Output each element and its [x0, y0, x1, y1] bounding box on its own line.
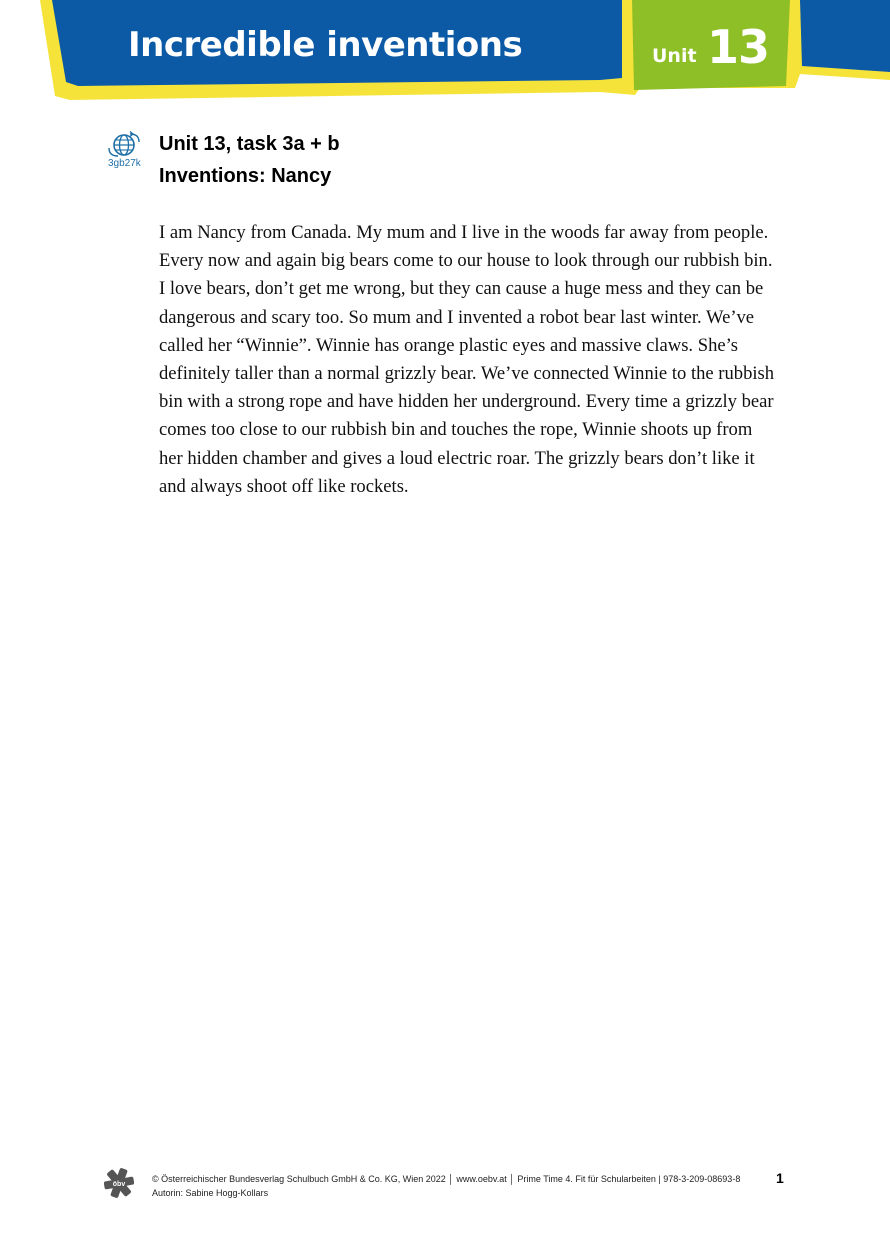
task-heading [159, 128, 340, 192]
body-line: called her “Winnie”. Winnie has orange plastic eyes and massive claws. She’s [159, 334, 739, 356]
oebv-logo [104, 1168, 134, 1198]
body-paragraph [159, 219, 799, 501]
body-line: I love bears, don’t get me wrong, but they can cause a huge mess and they can be [159, 278, 764, 300]
body-line: her hidden chamber and gives a loud electric roar. The grizzly bears don’t like it [159, 447, 755, 469]
body-line: dangerous and scary too. So mum and I invented a robot bear last winter. We’ve [159, 306, 755, 328]
unit-number: 13 [707, 20, 770, 74]
logo-text: öbv [112, 1181, 126, 1188]
unit-label: Unit [652, 45, 697, 67]
globe-link-icon[interactable] [106, 131, 142, 159]
footer-author: Autorin: Sabine Hogg-Kollars [152, 1188, 269, 1198]
body-line: bin with a strong rope and have hidden her underground. Every time a grizzly bear [159, 391, 774, 413]
footer-credits [152, 1172, 740, 1200]
banner-title: Incredible inventions [128, 25, 523, 65]
body-line: Every now and again big bears come to our house to look through our rubbish bin. [159, 250, 773, 272]
web-code[interactable]: 3gb27k [108, 158, 141, 169]
body-line: comes too close to our rubbish bin and touches the rope, Winnie shoots up from [159, 419, 753, 441]
task-title-line1: Unit 13, task 3a + b [159, 133, 340, 155]
task-title-line2: Inventions: Nancy [159, 165, 332, 187]
body-line: and always shoot off like rockets. [159, 475, 409, 497]
page-number: 1 [776, 1170, 784, 1186]
body-line: definitely taller than a normal grizzly bear. We’ve connected Winnie to the rubbish [159, 363, 775, 385]
header-banner [0, 0, 890, 105]
body-line: I am Nancy from Canada. My mum and I live in the woods far away from people. [159, 222, 769, 243]
footer-copyright: © Österreichischer Bundesverlag Schulbuch GmbH & Co. KG, Wien 2022 │ www.oebv.at │ Prime Time 4. Fit für Schularbeiten | 978-3-209-08693-8 [152, 1174, 741, 1184]
